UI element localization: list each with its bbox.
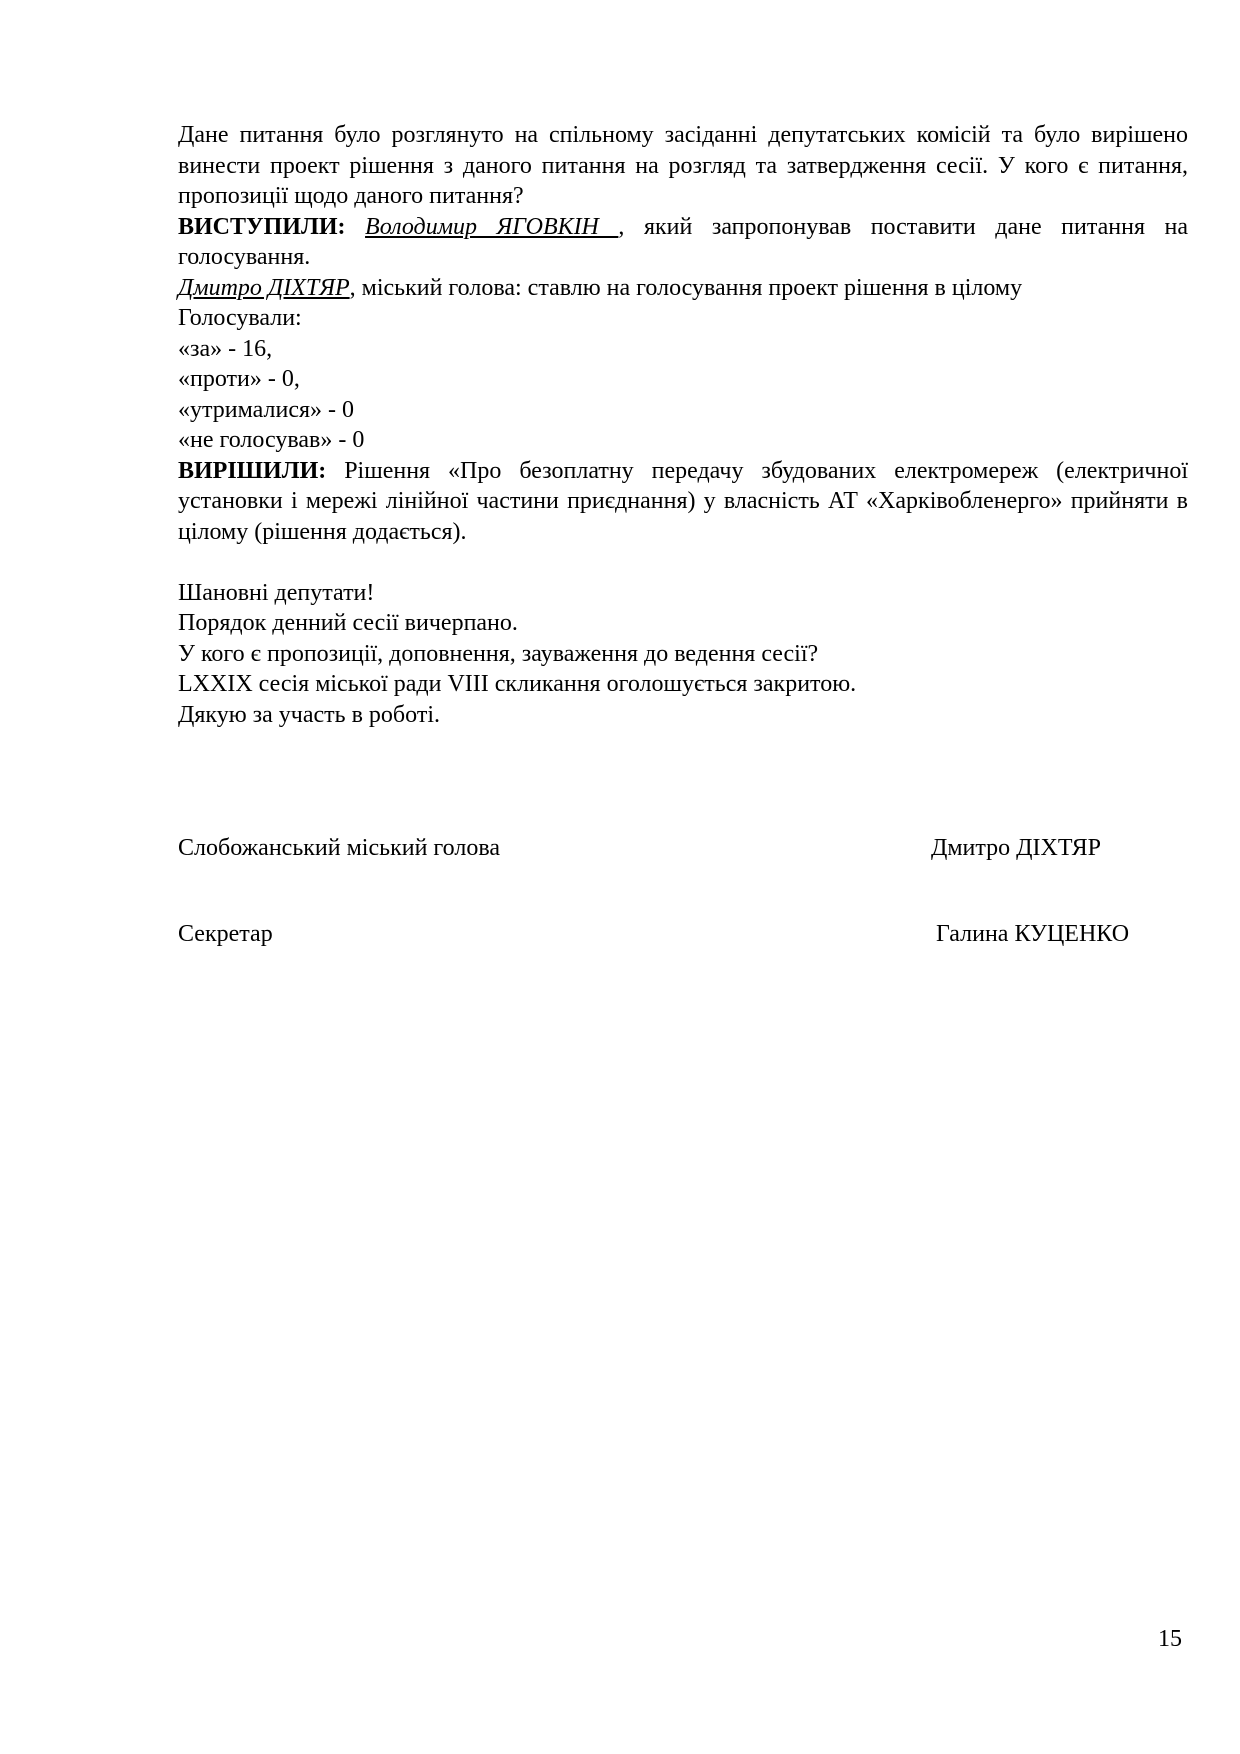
spoke-paragraph	[178, 212, 1188, 273]
minutes-body	[178, 120, 1188, 730]
vote-not-voted: «не голосував» - 0	[178, 427, 365, 453]
closing-line: LXXIX сесія міської ради VIII скликання оголошується закритою.	[178, 671, 857, 697]
signature-name: Дмитро ДІХТЯР	[931, 835, 1101, 861]
spoke-speaker: Володимир ЯГОВКІН	[365, 213, 619, 240]
closing-line: Шановні депутати!	[178, 579, 375, 606]
intro-paragraph: Дане питання було розглянуто на спільному засіданні депутатських комісій та було вирішено винести проект рішення з даного питання на розгляд та затвердження сесії. У кого є питання, пропозиції щодо даного питання?	[178, 122, 1188, 209]
decided-label: ВИРІШИЛИ:	[178, 457, 327, 484]
decided-paragraph	[178, 456, 1188, 548]
vote-against: «проти» - 0,	[178, 366, 300, 392]
signature-role: Секретар	[178, 921, 273, 947]
decided-text: Рішення «Про безоплатну передачу збудованих електромереж (електричної установки і мережі лінійної частини приєднання) у власність АТ «Харківобленерго» прийняти в цілому (рішення додається).	[178, 457, 1188, 545]
vote-for: «за» - 16,	[178, 335, 273, 362]
closing-line: У кого є пропозиції, доповнення, зауваження до ведення сесії?	[178, 640, 819, 667]
closing-line: Дякую за участь в роботі.	[178, 701, 440, 728]
vote-abstained: «утрималися» - 0	[178, 396, 355, 423]
voting-header: Голосували:	[178, 305, 302, 331]
signature-role: Слобожанський міський голова	[178, 835, 500, 861]
closing-line: Порядок денний сесії вичерпано.	[178, 610, 518, 636]
spoke-text: , який запропонував поставити дане питання на голосування.	[178, 213, 1189, 270]
page-number: 15	[1158, 1626, 1182, 1652]
mayor-statement	[178, 273, 1188, 304]
mayor-text: , міський голова: ставлю на голосування проект рішення в цілому	[349, 274, 1023, 301]
mayor-speaker: Дмитро ДІХТЯР	[178, 274, 350, 301]
blank-line	[178, 547, 1188, 578]
spoke-label: ВИСТУПИЛИ:	[178, 213, 346, 240]
signature-name: Галина КУЦЕНКО	[936, 921, 1130, 947]
